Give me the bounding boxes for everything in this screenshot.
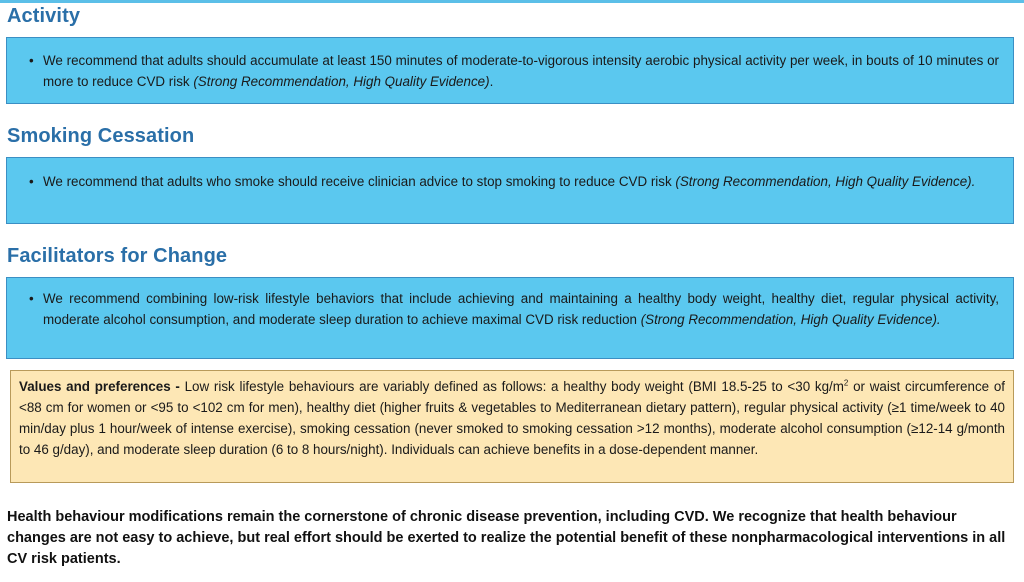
bullet: • bbox=[29, 291, 34, 306]
values-text-part-2: or waist circumference of <88 cm for women or <95 to <102 cm for men), healthy diet (higher fruits & vegetables to Mediterranean dietary pattern), regular physical activity (≥1 time/week to 40 min/day plus 1 hour/week of intense exercise), smoking cessation (never smoked to smoking cessation >12 months), moderate alcohol consumption (≥12-14 g/month to 46 g/day), and moderate sleep duration (6 to 8 hours/night). Individuals can achieve benefits in a dose-dependent manner. bbox=[19, 379, 1005, 457]
summary-statement: Health behaviour modifications remain the cornerstone of chronic disease prevention, including CVD. We recognize that health behaviour changes are not easy to achieve, but real effort should be exerted to realize the potential benefit of these nonpharmacological interventions in all CV risk patients. bbox=[7, 509, 1006, 567]
recommendation-grade: (Strong Recommendation, High Quality Evidence). bbox=[640, 312, 941, 327]
recommendation-activity bbox=[29, 50, 999, 92]
heading-activity: Activity bbox=[7, 5, 81, 27]
recommendation-grade: (Strong Recommendation, High Quality Evidence) bbox=[193, 74, 490, 89]
heading-facilitators-for-change: Facilitators for Change bbox=[7, 245, 228, 267]
recommendation-box-facilitators bbox=[6, 277, 1014, 359]
top-rule bbox=[0, 0, 1024, 3]
values-and-preferences-box bbox=[10, 370, 1014, 483]
bullet: • bbox=[29, 53, 34, 68]
heading-smoking-cessation: Smoking Cessation bbox=[7, 125, 195, 147]
values-label: Values and preferences - bbox=[19, 379, 180, 394]
recommendation-text: We recommend combining low-risk lifestyle behaviors that include achieving and maintaining a healthy body weight, healthy diet, regular physical activity, moderate alcohol consumption, and moderate sleep duration to achieve maximal CVD risk reduction bbox=[43, 291, 999, 327]
recommendation-facilitators bbox=[29, 288, 999, 330]
values-superscript: 2 bbox=[843, 378, 849, 388]
recommendation-smoking bbox=[29, 171, 999, 192]
recommendation-text: We recommend that adults should accumulate at least 150 minutes of moderate-to-vigorous intensity aerobic physical activity per week, in bouts of 10 minutes or more to reduce CVD risk bbox=[43, 53, 999, 89]
values-text-part-1: Low risk lifestyle behaviours are variably defined as follows: a healthy body weight (BMI 18.5-25 to <30 kg/m bbox=[179, 379, 844, 394]
bullet: • bbox=[29, 174, 34, 189]
recommendation-grade: (Strong Recommendation, High Quality Evidence). bbox=[675, 174, 976, 189]
recommendation-box-smoking bbox=[6, 157, 1014, 224]
recommendation-box-activity bbox=[6, 37, 1014, 104]
recommendation-end: . bbox=[489, 74, 494, 89]
recommendation-text: We recommend that adults who smoke should receive clinician advice to stop smoking to reduce CVD risk bbox=[43, 174, 676, 189]
